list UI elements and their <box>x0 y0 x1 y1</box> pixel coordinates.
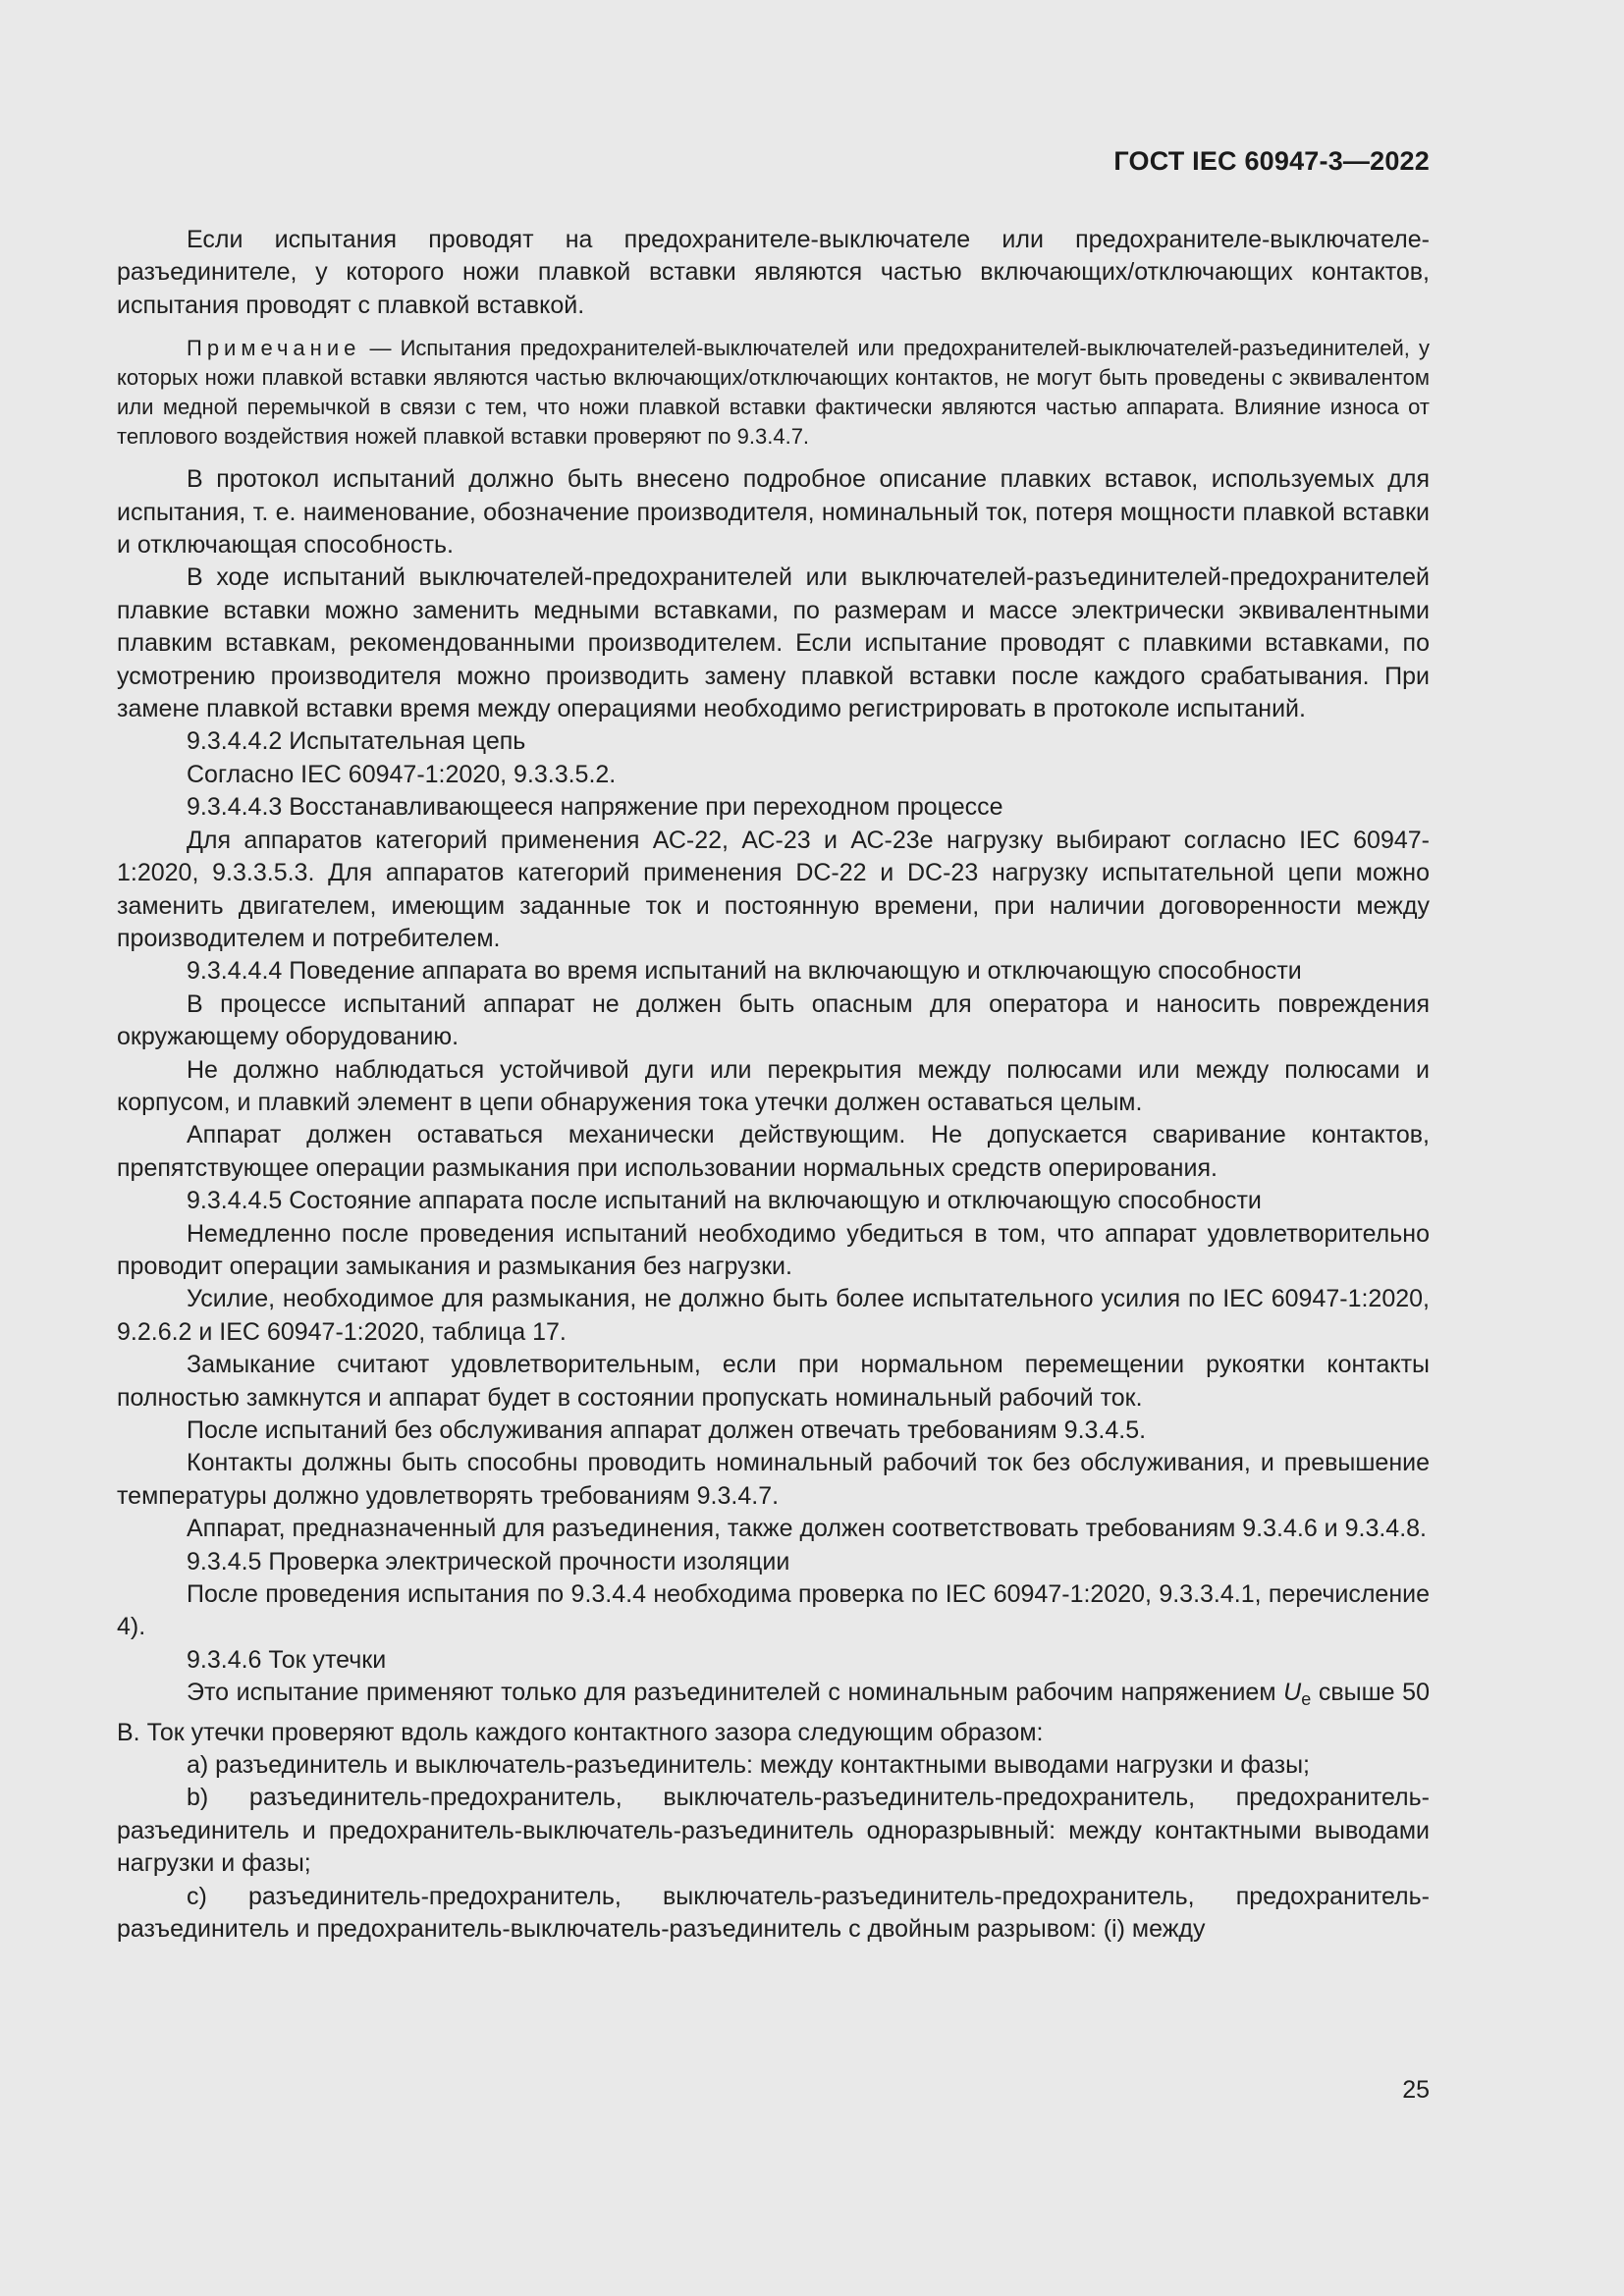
section-heading-9-3-4-4-3: 9.3.4.4.3 Восстанавливающееся напряжение при переходном процессе <box>187 793 1003 822</box>
section-heading-9-3-4-4-4: 9.3.4.4.4 Поведение аппарата во время испытаний на включающую и отключающую способности <box>187 957 1302 986</box>
paragraph: Контакты должны быть способны проводить номинальный рабочий ток без обслуживания, и превышение температуры должно удовлетворять требованиям 9.3.4.7. <box>117 1449 1430 1510</box>
paragraph: Аппарат, предназначенный для разъединения, также должен соответствовать требованиям 9.3.4.6 и 9.3.4.8. <box>187 1515 1427 1543</box>
paragraph: Для аппаратов категорий применения АС-22, АС-23 и АС-23е нагрузку выбирают согласно IEC 60947-1:2020, 9.3.3.5.3. Для аппаратов категорий применения DC-22 и DC-23 нагрузку испытательной цепи можно заменить двигателем, имеющим заданные ток и постоянную времени, при наличии договоренности между производителем и потребителем. <box>117 826 1430 952</box>
paragraph-text: Это испытание применяют только для разъединителей с номинальным рабочим напряжением <box>187 1679 1284 1707</box>
list-item-b: b) разъединитель-предохранитель, выключатель-разъединитель-предохранитель, предохранитель-разъединитель и предохранитель-выключатель-разъединитель одноразрывный: между контактными выводами нагрузки и фазы; <box>117 1784 1430 1878</box>
paragraph: Немедленно после проведения испытаний необходимо убедиться в том, что аппарат удовлетворительно проводит операции замыкания и размыкания без нагрузки. <box>117 1219 1430 1280</box>
voltage-subscript: e <box>1301 1689 1312 1710</box>
section-heading-9-3-4-5: 9.3.4.5 Проверка электрической прочности изоляции <box>187 1547 790 1575</box>
paragraph: Если испытания проводят на предохранителе-выключателе или предохранителе-выключателе-разъединителе, у которого ножи плавкой вставки являются частью включающих/отключающих контактов, испытания проводят с плавкой вставкой. <box>117 226 1430 319</box>
list-item-a: a) разъединитель и выключатель-разъединитель: между контактными выводами нагрузки и фазы; <box>187 1751 1310 1780</box>
page-number: 25 <box>1402 2076 1430 2104</box>
paragraph: В протокол испытаний должно быть внесено подробное описание плавких вставок, используемых для испытания, т. е. наименование, обозначение производителя, номинальный ток, потеря мощности плавкой вставки и отключающая способность. <box>117 465 1430 560</box>
paragraph <box>117 1677 1430 1749</box>
paragraph: Замыкание считают удовлетворительным, если при нормальном перемещении рукоятки контакты полностью замкнутся и аппарат будет в состоянии пропускать номинальный рабочий ток. <box>117 1351 1430 1412</box>
paragraph: Аппарат должен оставаться механически действующим. Не допускается сваривание контактов, препятствующее операции размыкания при использовании нормальных средств оперирования. <box>117 1121 1430 1182</box>
paragraph: После проведения испытания по 9.3.4.4 необходима проверка по IEC 60947-1:2020, 9.3.3.4.1, перечисление 4). <box>117 1580 1430 1641</box>
paragraph: Не должно наблюдаться устойчивой дуги или перекрытия между полюсами или между полюсами и корпусом, и плавкий элемент в цепи обнаружения тока утечки должен оставаться целым. <box>117 1055 1430 1116</box>
paragraph-text: свыше 50 В. Ток утечки проверяют вдоль каждого контактного зазора следующим образом: <box>117 1679 1430 1746</box>
paragraph: Согласно IEC 60947-1:2020, 9.3.3.5.2. <box>187 760 617 788</box>
voltage-symbol: U <box>1283 1679 1302 1707</box>
note-text: — Испытания предохранителей-выключателей или предохранителей-выключателей-разъединителей, у которых ножи плавкой вставки являются частью включающих/отключающих контактов, не могут быть проведены с эквивалентом или медной перемычкой в связи с тем, что ножи плавкой вставки фактически являются частью аппарата. Влияние износа от теплового воздействия ножей плавкой вставки проверяют по 9.3.4.7. <box>117 336 1430 450</box>
paragraph: В ходе испытаний выключателей-предохранителей или выключателей-разъединителей-предохранителей плавкие вставки можно заменить медными вставками, по размерам и массе электрически эквивалентными плавким вставкам, рекомендованными производителем. Если испытание проводят с плавкими вставками, по усмотрению производителя можно производить замену плавкой вставки после каждого срабатывания. При замене плавкой вставки время между операциями необходимо регистрировать в протоколе испытаний. <box>117 563 1430 723</box>
section-heading-9-3-4-4-2: 9.3.4.4.2 Испытательная цепь <box>187 727 526 756</box>
paragraph: В процессе испытаний аппарат не должен быть опасным для оператора и наносить повреждения окружающему оборудованию. <box>117 989 1430 1051</box>
note <box>117 334 1430 452</box>
paragraph: После испытаний без обслуживания аппарат должен отвечать требованиям 9.3.4.5. <box>187 1416 1147 1444</box>
section-heading-9-3-4-4-5: 9.3.4.4.5 Состояние аппарата после испытаний на включающую и отключающую способности <box>187 1187 1262 1215</box>
document-header: ГОСТ IEC 60947-3—2022 <box>1113 146 1430 176</box>
page-body <box>117 224 1430 1947</box>
section-heading-9-3-4-6: 9.3.4.6 Ток утечки <box>187 1645 387 1674</box>
list-item-c: c) разъединитель-предохранитель, выключатель-разъединитель-предохранитель, предохранитель-разъединитель и предохранитель-выключатель-разъединитель с двойным разрывом: (i) между <box>117 1882 1430 1944</box>
paragraph: Усилие, необходимое для размыкания, не должно быть более испытательного усилия по IEC 60947-1:2020, 9.2.6.2 и IEC 60947-1:2020, таблица 17. <box>117 1285 1430 1346</box>
note-label: Примечание <box>187 336 361 361</box>
